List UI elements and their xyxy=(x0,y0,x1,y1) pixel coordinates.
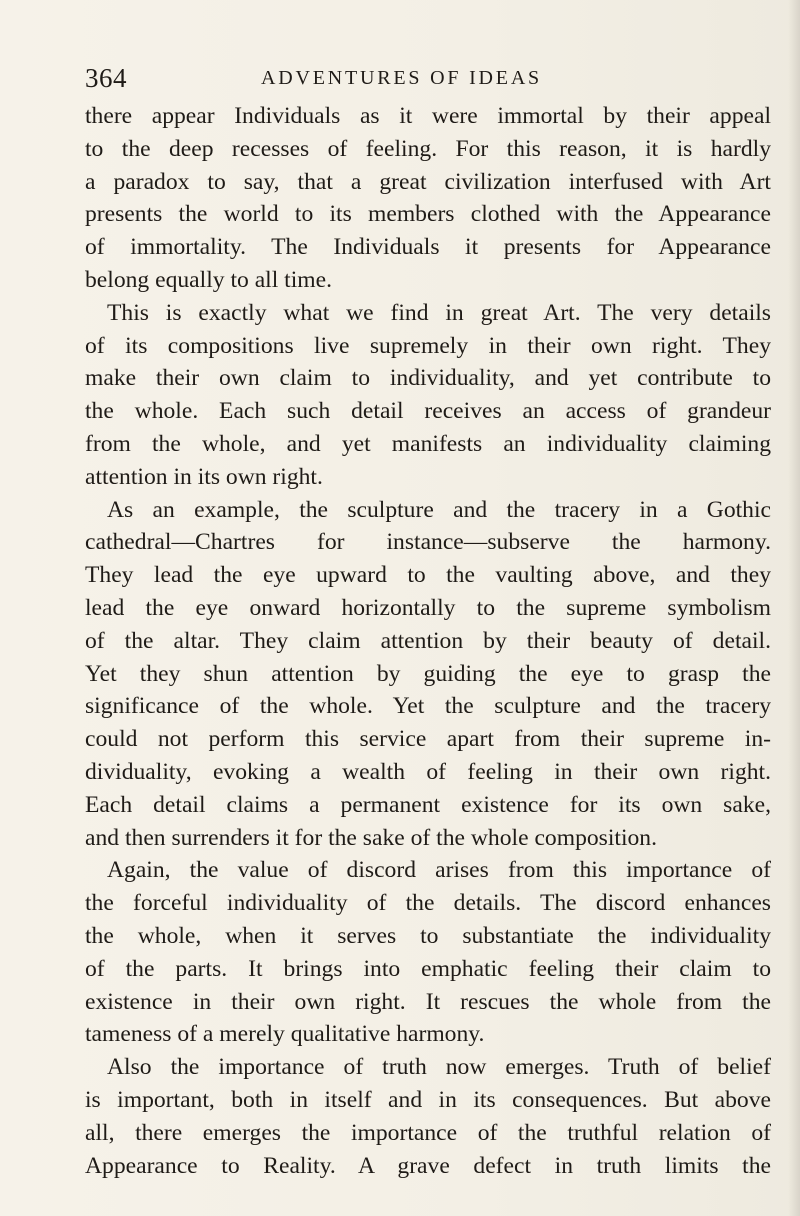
page-edge-shadow xyxy=(788,0,800,1216)
text-line: significance of the whole. Yet the sculpture and the tracery xyxy=(85,693,771,720)
text-line: the whole. Each such detail receives an access of grandeur xyxy=(85,398,771,425)
text-line: all, there emerges the importance of the truthful relation of xyxy=(85,1119,771,1146)
page-header xyxy=(85,58,771,98)
text-line: Again, the value of discord arises from this importance of xyxy=(107,857,771,884)
text-line: of immortality. The Individuals it presents for Appearance xyxy=(85,234,771,261)
text-line: Each detail claims a permanent existence for its own sake, xyxy=(85,791,771,818)
text-line: cathedral—Chartres for instance—subserve the harmony. xyxy=(85,529,771,556)
text-line: a paradox to say, that a great civilization interfused with Art xyxy=(85,168,771,195)
page-number: 364 xyxy=(85,63,127,93)
body-text xyxy=(85,100,771,1182)
text-line: could not perform this service apart from their supreme in- xyxy=(85,726,771,753)
text-line: As an example, the sculpture and the tracery in a Gothic xyxy=(107,496,771,523)
text-line: tameness of a merely qualitative harmony. xyxy=(85,1021,485,1048)
text-line: Also the importance of truth now emerges. Truth of belief xyxy=(107,1054,771,1081)
text-line: belong equally to all time. xyxy=(85,266,333,293)
text-line: presents the world to its members clothed with the Appearance xyxy=(85,201,771,228)
text-line: make their own claim to individuality, and yet contribute to xyxy=(85,365,771,392)
text-line: of the altar. They claim attention by their beauty of detail. xyxy=(85,627,771,654)
text-line: This is exactly what we find in great Art. The very details xyxy=(107,299,771,326)
running-head: ADVENTURES OF IDEAS xyxy=(261,67,542,89)
text-line: there appear Individuals as it were immortal by their appeal xyxy=(85,103,771,129)
text-line: to the deep recesses of feeling. For this reason, it is hardly xyxy=(85,135,771,162)
text-line: from the whole, and yet manifests an individuality claiming xyxy=(85,430,771,457)
text-line: the whole, when it serves to substantiate the individuality xyxy=(85,922,771,949)
text-line: dividuality, evoking a wealth of feeling in their own right. xyxy=(85,758,771,785)
text-line: and then surrenders it for the sake of the whole composition. xyxy=(85,824,657,851)
text-line: attention in its own right. xyxy=(85,463,323,490)
text-line: existence in their own right. It rescues the whole from the xyxy=(85,988,771,1015)
text-line: Yet they shun attention by guiding the eye to grasp the xyxy=(85,660,771,687)
text-line: of the parts. It brings into emphatic feeling their claim to xyxy=(85,955,771,982)
text-line: Appearance to Reality. A grave defect in truth limits the xyxy=(85,1152,771,1179)
text-line: of its compositions live supremely in their own right. They xyxy=(85,332,771,359)
text-line: the forceful individuality of the details. The discord enhances xyxy=(85,890,771,917)
text-line: is important, both in itself and in its consequences. But above xyxy=(85,1086,771,1113)
text-line: They lead the eye upward to the vaulting above, and they xyxy=(85,562,771,589)
text-line: lead the eye onward horizontally to the supreme symbolism xyxy=(85,594,771,621)
